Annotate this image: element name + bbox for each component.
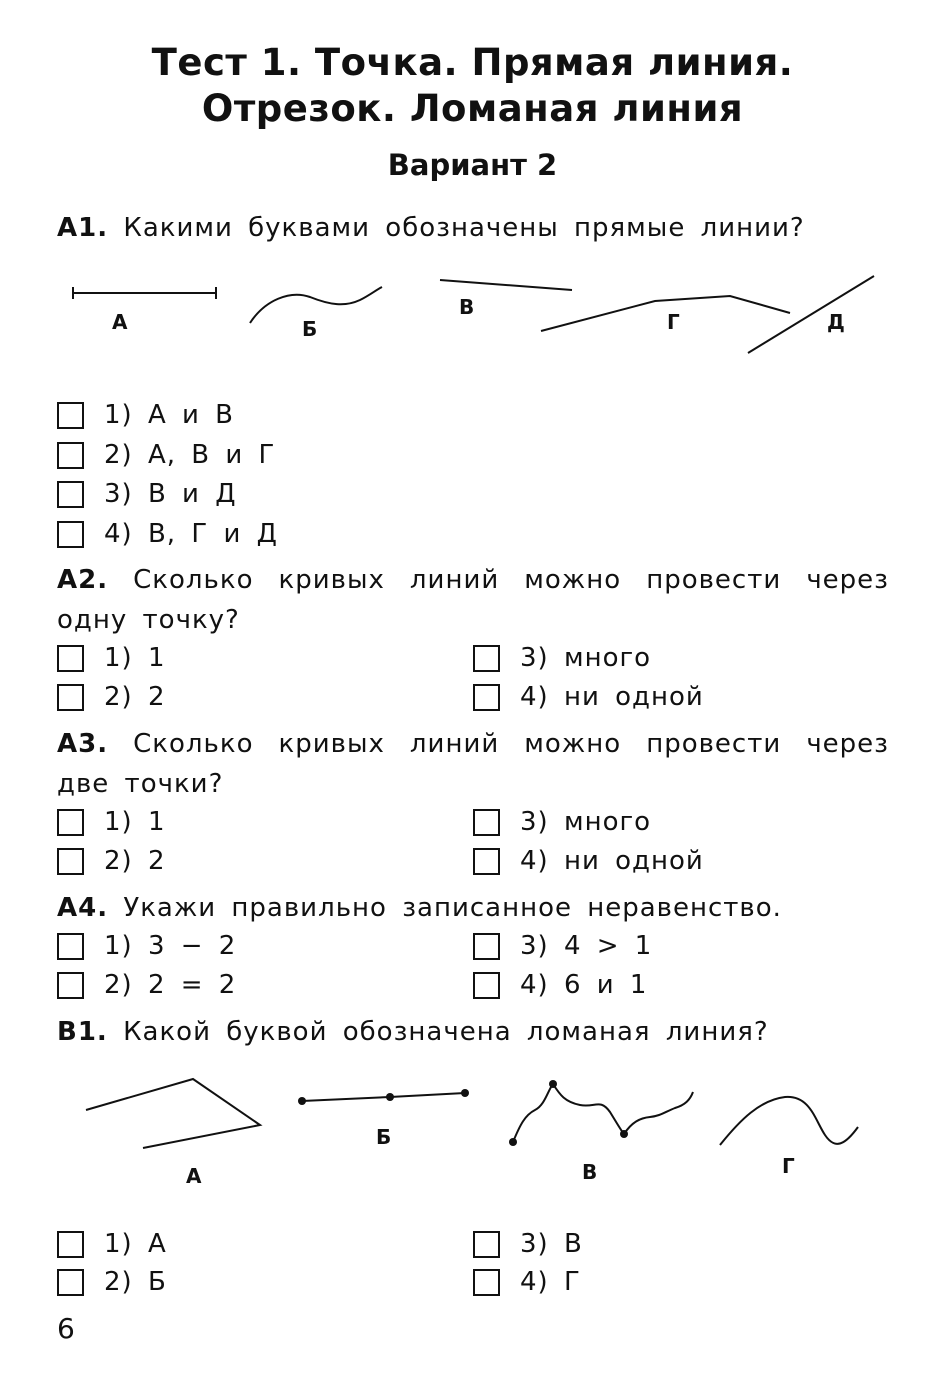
option-label: 3) много [520,807,652,837]
answer-checkbox[interactable] [57,1231,84,1258]
answer-checkbox[interactable] [57,402,84,429]
answer-checkbox[interactable] [57,848,84,875]
a4-option-3[interactable] [473,929,652,963]
a1-option-3[interactable] [57,477,237,511]
option-label: 4) 6 и 1 [520,970,648,1000]
option-label: 1) 1 [104,643,166,673]
option-label: 3) В и Д [104,479,237,509]
a3-option-1[interactable] [57,805,166,839]
curve-v [513,1084,693,1142]
figure-label-v: В [582,1160,598,1184]
point [509,1138,517,1146]
answer-checkbox[interactable] [57,684,84,711]
answer-checkbox[interactable] [57,521,84,548]
a2-option-1[interactable] [57,641,166,675]
point [461,1089,469,1097]
a1-option-1[interactable] [57,398,234,432]
polyline-g [541,296,790,331]
question-text: Какими буквами обозначены прямые линии? [123,213,805,243]
option-label: 4) ни одной [520,682,704,712]
option-label: 4) ни одной [520,846,704,876]
option-label: 1) А [104,1229,167,1259]
b1-option-3[interactable] [473,1227,583,1261]
answer-checkbox[interactable] [473,1231,500,1258]
b1-option-4[interactable] [473,1265,581,1299]
line-d [748,276,874,353]
option-label: 2) 2 = 2 [104,970,237,1000]
page-number: 6 [57,1312,75,1345]
page-title-line1: Тест 1. Точка. Прямая линия. [151,41,794,84]
answer-checkbox[interactable] [473,645,500,672]
point [386,1093,394,1101]
option-label: 1) А и В [104,400,234,430]
a1-option-2[interactable] [57,438,275,472]
option-label: 3) 4 > 1 [520,931,653,961]
figure-label-d: Д [827,310,845,334]
option-label: 1) 1 [104,807,166,837]
figure-label-b: Б [376,1125,392,1149]
a2-option-3[interactable] [473,641,651,675]
a4-option-2[interactable] [57,968,236,1002]
answer-checkbox[interactable] [473,933,500,960]
option-label: 2) А, В и Г [104,440,276,470]
page-title-line2: Отрезок. Ломаная линия [201,87,744,130]
a2-option-2[interactable] [57,680,166,714]
option-label: 4) Г [520,1267,581,1297]
question-b1 [57,1012,889,1052]
answer-checkbox[interactable] [57,1269,84,1296]
option-label: 2) 2 [104,846,166,876]
answer-checkbox[interactable] [57,645,84,672]
a3-option-3[interactable] [473,805,651,839]
a3-option-2[interactable] [57,844,166,878]
option-label: 3) В [520,1229,583,1259]
figure-b1-lines [0,1070,945,1160]
figure-label-a: А [112,310,128,334]
question-text: Сколько кривых линий можно провести через одну точку? [57,565,889,635]
answer-checkbox[interactable] [57,442,84,469]
point [620,1130,628,1138]
answer-checkbox[interactable] [57,809,84,836]
question-text: Какой буквой обозначена ломаная линия? [123,1017,769,1047]
point [549,1080,557,1088]
point [298,1097,306,1105]
figure-a1-lines [0,265,945,385]
a4-option-4[interactable] [473,968,647,1002]
variant-heading: Вариант 2 [387,148,558,182]
figure-label-g: Г [782,1154,795,1178]
question-text: Сколько кривых линий можно провести через две точки? [57,729,889,799]
answer-checkbox[interactable] [473,809,500,836]
question-number: В1. [57,1017,108,1047]
question-a4 [57,888,889,928]
question-a3 [57,724,889,804]
question-a1 [57,208,889,248]
b1-option-2[interactable] [57,1265,167,1299]
a4-option-1[interactable] [57,929,236,963]
a3-option-4[interactable] [473,844,704,878]
option-label: 1) 3 − 2 [104,931,237,961]
answer-checkbox[interactable] [473,684,500,711]
b1-option-1[interactable] [57,1227,167,1261]
figure-label-a: А [186,1164,202,1188]
option-label: 2) 2 [104,682,166,712]
polyline-a [86,1079,260,1148]
line-v [440,280,572,290]
answer-checkbox[interactable] [57,972,84,999]
answer-checkbox[interactable] [57,481,84,508]
question-a2 [57,560,889,640]
question-number: А4. [57,893,109,923]
figure-label-g: Г [667,310,680,334]
curve-g [720,1097,858,1145]
question-text: Укажи правильно записанное неравенство. [123,893,782,923]
question-number: А2. [57,565,109,595]
question-number: А1. [57,213,109,243]
answer-checkbox[interactable] [473,848,500,875]
answer-checkbox[interactable] [57,933,84,960]
segments-b [302,1093,465,1101]
option-label: 3) много [520,643,652,673]
question-number: А3. [57,729,109,759]
answer-checkbox[interactable] [473,1269,500,1296]
option-label: 4) В, Г и Д [104,519,278,549]
figure-label-b: Б [302,317,318,341]
a2-option-4[interactable] [473,680,704,714]
a1-option-4[interactable] [57,517,278,551]
option-label: 2) Б [104,1267,167,1297]
figure-label-v: В [459,295,475,319]
answer-checkbox[interactable] [473,972,500,999]
